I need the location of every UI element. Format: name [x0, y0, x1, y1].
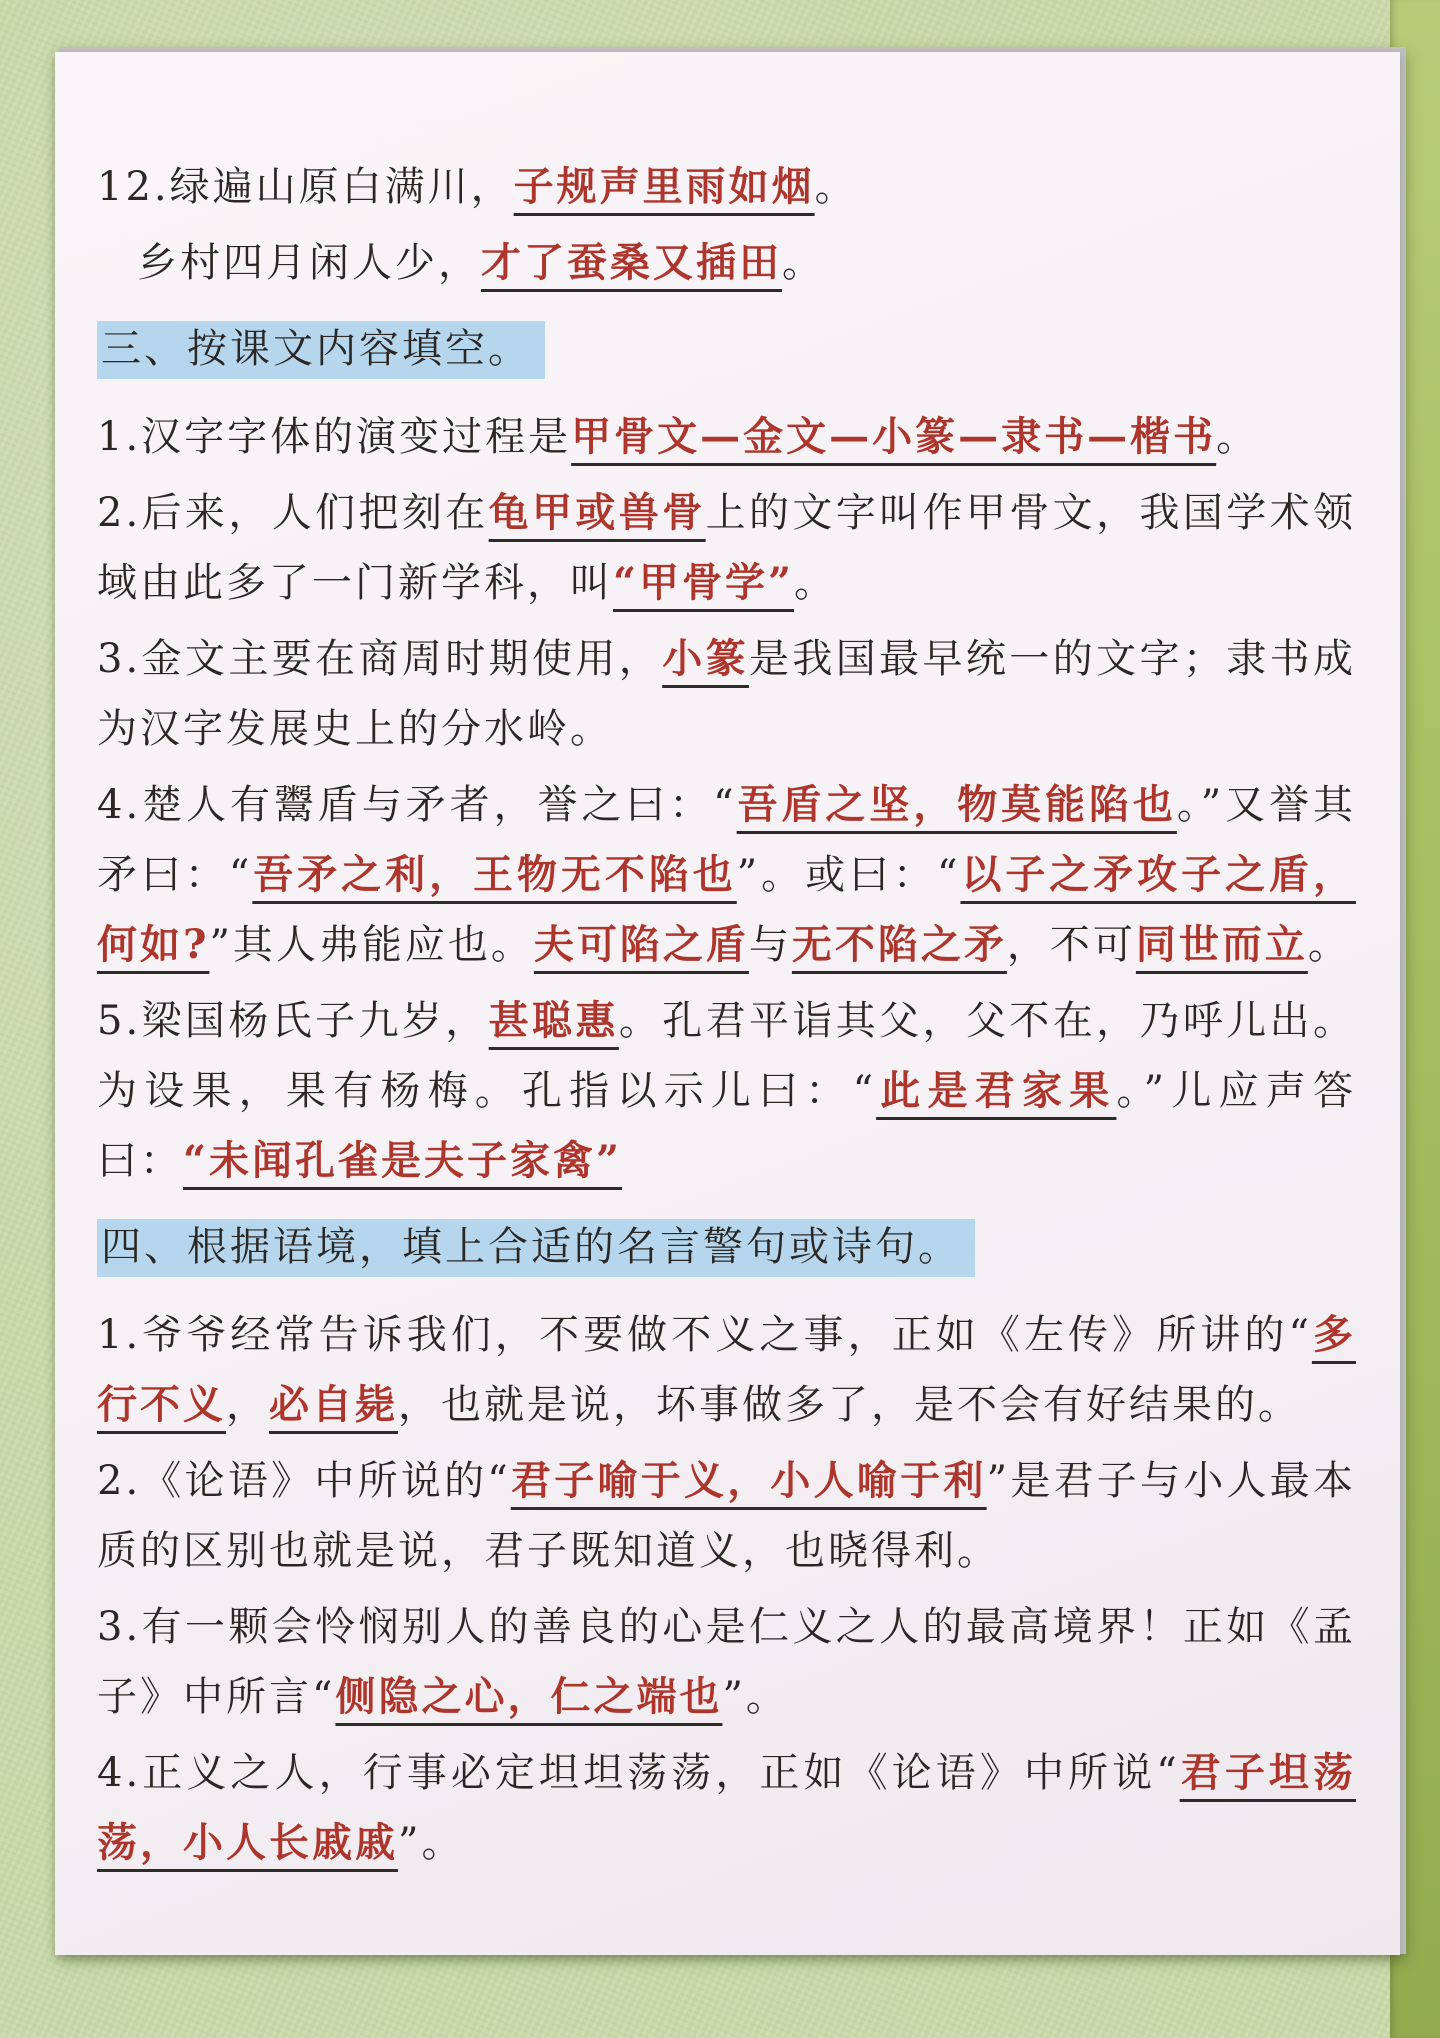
answer-text: 吾盾之坚，物莫能陷也: [736, 781, 1177, 828]
question-text: 4.正义之人，行事必定坦坦荡荡，正如《论语》中所说“: [97, 1750, 1180, 1796]
section-4-item-2: [97, 1446, 1356, 1586]
question-text: 1.汉字字体的演变过程是: [97, 414, 572, 460]
question-text: ，也就是说，坏事做多了，是不会有好结果的。: [398, 1382, 1301, 1428]
question-text: 。孔君平诣其父，父不在，乃呼儿出。为设果，果有杨梅。孔指以示儿曰：“: [97, 998, 1357, 1114]
answer-text: 子规声里雨如烟: [513, 163, 815, 210]
question-text: ”其人弗能应也。: [209, 922, 534, 968]
question-text: ”。或曰：“: [736, 852, 961, 898]
question-text: 4.楚人有鬻盾与矛者，誉之曰：“: [97, 782, 737, 828]
question-text: 1.爷爷经常告诉我们，不要做不义之事，正如《左传》所讲的“: [97, 1312, 1312, 1358]
section-3-item-4: [97, 770, 1356, 980]
section-3-item-1: [97, 402, 1356, 472]
section-4-header: [97, 1212, 1356, 1282]
question-text: ，: [226, 1382, 269, 1428]
question-text: 。: [1307, 922, 1351, 968]
question-text: 5.梁国杨氏子九岁，: [97, 998, 489, 1044]
worksheet-content: [55, 52, 1400, 1878]
question-text: 2.后来，人们把刻在: [97, 490, 489, 536]
answer-text: 小篆: [662, 635, 749, 682]
answer-text: 君子坦荡荡，小人长戚戚: [97, 1749, 1356, 1866]
question-text: 。: [794, 560, 838, 606]
question-text: ”。: [398, 1820, 465, 1866]
question-text: 3.有一颗会怜悯别人的善良的心是仁义之人的最高境界！正如《孟子》中所言“: [97, 1604, 1356, 1720]
question-text: 3.金文主要在商周时期使用，: [97, 636, 663, 682]
section-4-header-highlight: 四、根据语境，填上合适的名言警句或诗句。: [97, 1219, 975, 1277]
answer-text: 多行不义: [97, 1311, 1356, 1428]
poem-item-12-line-2: [97, 228, 1356, 298]
poem-item-12-line-1: [97, 152, 1356, 222]
worksheet-paper: [55, 52, 1400, 1955]
question-text: 。: [782, 240, 825, 286]
section-3-item-2: [97, 478, 1356, 618]
section-4-item-1: [97, 1300, 1356, 1440]
section-4-item-4: [97, 1738, 1356, 1878]
question-text: 。: [1216, 414, 1260, 460]
answer-text: 此是君家果: [876, 1067, 1117, 1114]
answer-text: 龟甲或兽骨: [488, 489, 706, 536]
section-3-header-highlight: 三、按课文内容填空。: [97, 321, 545, 379]
answer-text: 甚聪惠: [488, 997, 619, 1044]
answer-text: 君子喻于义，小人喻于利: [510, 1457, 987, 1504]
answer-text: 同世而立: [1135, 921, 1308, 968]
answer-text: 无不陷之矛: [791, 921, 1007, 968]
section-3-header: [97, 314, 1356, 384]
answer-text: 吾矛之利，王物无不陷也: [252, 851, 737, 898]
answer-text: 以子之矛攻子之盾，何如?: [97, 851, 1356, 968]
section-3-item-5: [97, 986, 1356, 1196]
question-text: 。”儿应声答曰：: [97, 1068, 1356, 1184]
question-text: 。”又誉其矛曰：“: [97, 782, 1357, 898]
question-text: 2.《论语》中所说的“: [97, 1458, 511, 1504]
section-4-item-3: [97, 1592, 1356, 1732]
question-text: 上的文字叫作甲骨文，我国学术领域由此多了一门新学科，叫: [97, 490, 1357, 606]
question-text: ，不可: [1006, 922, 1136, 968]
answer-text: 侧隐之心，仁之端也: [335, 1673, 723, 1720]
question-text: 12.绿遍山原白满川，: [97, 164, 514, 210]
answer-text: 甲骨文—金文—小篆—隶书—楷书: [571, 413, 1217, 460]
section-3-item-3: [97, 624, 1356, 764]
answer-text: 夫可陷之盾: [533, 921, 749, 968]
question-text: 乡村四月闲人少，: [137, 240, 481, 286]
question-text: 与: [748, 922, 792, 968]
question-text: 。: [814, 164, 858, 210]
answer-text: “未闻孔雀是夫子家禽”: [183, 1137, 623, 1184]
question-text: 是我国最早统一的文字；隶书成为汉字发展史上的分水岭。: [97, 636, 1357, 752]
question-text: ”是君子与小人最本质的区别也就是说，君子既知道义，也晓得利。: [97, 1458, 1356, 1574]
answer-text: 才了蚕桑又插田: [481, 239, 782, 286]
answer-text: 必自毙: [269, 1381, 398, 1428]
question-text: ”。: [722, 1674, 789, 1720]
answer-text: “甲骨学”: [613, 559, 795, 606]
